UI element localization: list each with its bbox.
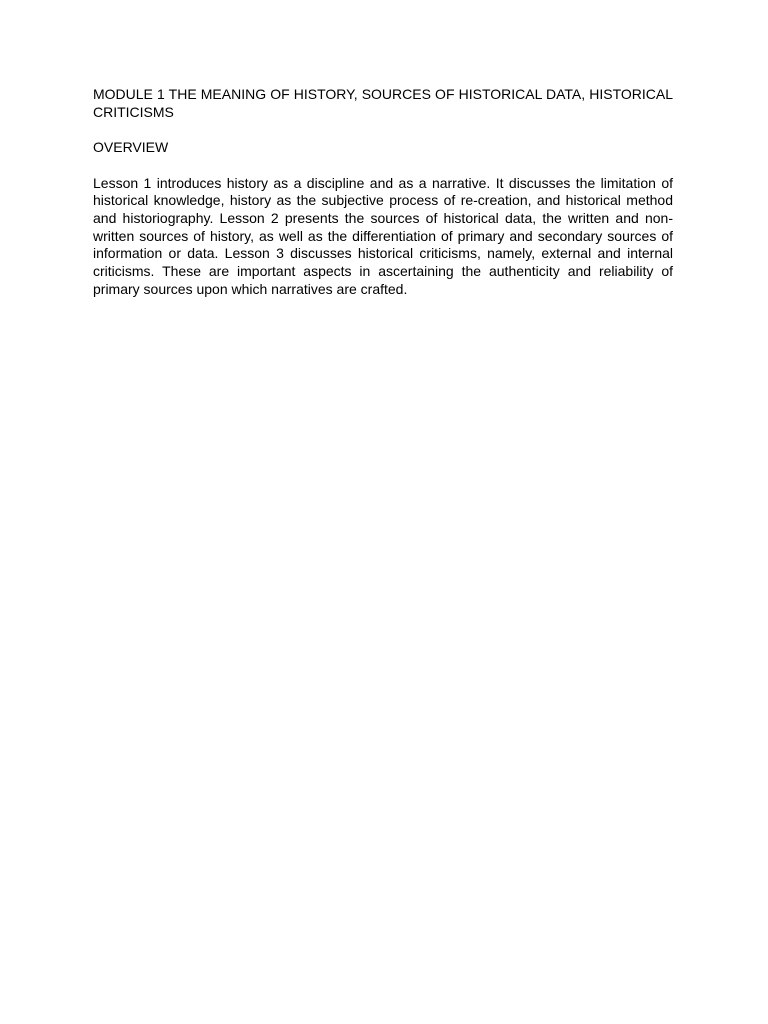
overview-paragraph: Lesson 1 introduces history as a discipline and as a narrative. It discusses the limitation of historical knowledge, history as the subjective process of re-creation, and historical method and historiography. Lesson 2 presents the sources of historical data, the written and non-written sources of history, as well as the differentiation of primary and secondary sources of information or data. Lesson 3 discusses historical criticisms, namely, external and internal criticisms. These are important aspects in ascertaining the authenticity and reliability of primary sources upon which narratives are crafted.	[93, 174, 673, 297]
module-title: MODULE 1 THE MEANING OF HISTORY, SOURCES OF HISTORICAL DATA, HISTORICAL CRITICISMS	[93, 86, 673, 120]
overview-heading: OVERVIEW	[93, 138, 169, 155]
document-body	[93, 86, 673, 299]
